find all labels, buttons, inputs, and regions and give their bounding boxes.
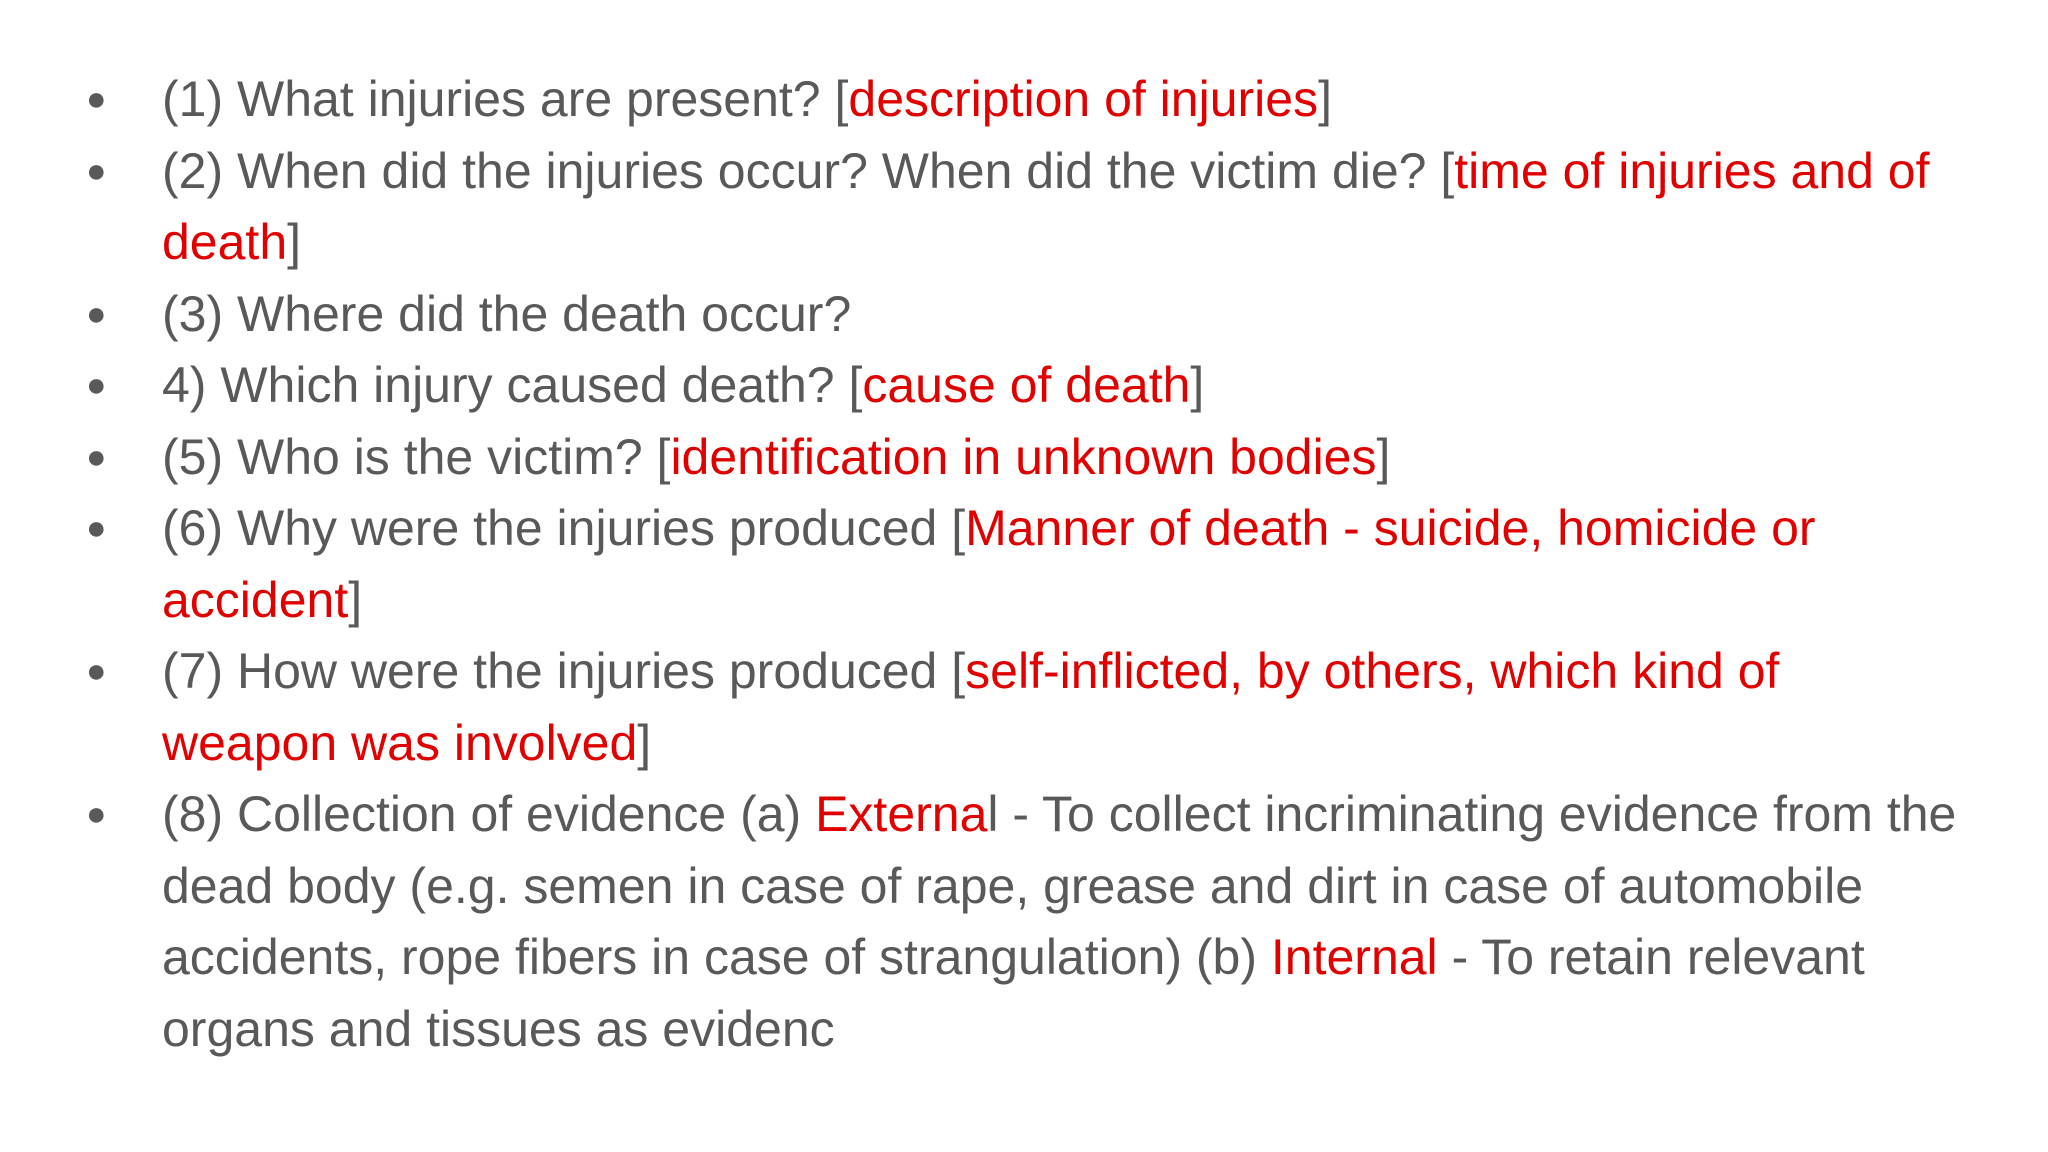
bullet-item-time-of-injuries <box>0 136 2048 279</box>
item-highlight: identification in unknown bodies <box>670 428 1377 485</box>
item-text-end: ] <box>637 714 652 771</box>
item-text: 4) Which injury caused death? [ <box>162 357 863 413</box>
item-text: (1) What injuries are present? [ <box>162 71 849 127</box>
item-highlight: cause of death <box>862 357 1191 413</box>
bullet-item-identification <box>0 422 2048 494</box>
item-text-end: ] <box>1190 357 1205 413</box>
item-text: (2) When did the injuries occur? When did the victim die? [ <box>162 142 1455 199</box>
item-highlight: Manner of death - suicide, homicide or accident <box>162 500 1816 628</box>
item-text: (7) How were the injuries produced [ <box>162 643 966 699</box>
item-text: (8) Collection of evidence (a) <box>162 786 816 842</box>
item-highlight: time of injuries and of death <box>162 142 1930 270</box>
item-highlight-external: Externa <box>815 786 988 842</box>
item-text-end: ] <box>1376 428 1391 485</box>
bullet-item-cause-of-death <box>0 350 2048 422</box>
bullet-dot: ● <box>86 366 107 404</box>
bullet-dot: ● <box>86 294 107 333</box>
bullet-dot: ● <box>86 795 107 833</box>
bullet-dot: ● <box>86 80 107 118</box>
item-text-middle: l - To collect incriminating evidence from the dead body (e.g. semen in case of rape, grease and dirt in case of automobile accidents, rope fibers in case of strangulation) (b) <box>162 786 1957 985</box>
bullet-item-place-of-death <box>0 279 2048 351</box>
item-text: (5) Who is the victim? [ <box>162 428 671 485</box>
bullet-dot: ● <box>86 437 107 476</box>
bullet-item-manner-of-death <box>0 493 2048 636</box>
item-highlight: self-inflicted, by others, which kind of weapon was involved <box>162 643 1780 771</box>
item-text: (6) Why were the injuries produced [ <box>162 500 966 556</box>
item-text-end: ] <box>287 214 302 270</box>
bullet-dot: ● <box>86 509 107 547</box>
bullet-item-injuries-present <box>0 64 2048 136</box>
item-text-end: ] <box>1318 71 1332 127</box>
item-text-end: - To retain relevant organs and tissues as evidenc <box>162 929 1865 1057</box>
bullet-dot: ● <box>86 151 107 190</box>
item-highlight-internal: Internal <box>1270 929 1438 985</box>
bullet-dot: ● <box>86 652 107 690</box>
bullet-item-how-produced <box>0 636 2048 779</box>
bullet-item-collection-of-evidence <box>0 779 2048 1065</box>
item-highlight: description of injuries <box>848 71 1319 127</box>
bullet-list <box>0 64 2048 1065</box>
item-text: (3) Where did the death occur? <box>162 285 852 342</box>
item-text-end: ] <box>348 571 363 628</box>
